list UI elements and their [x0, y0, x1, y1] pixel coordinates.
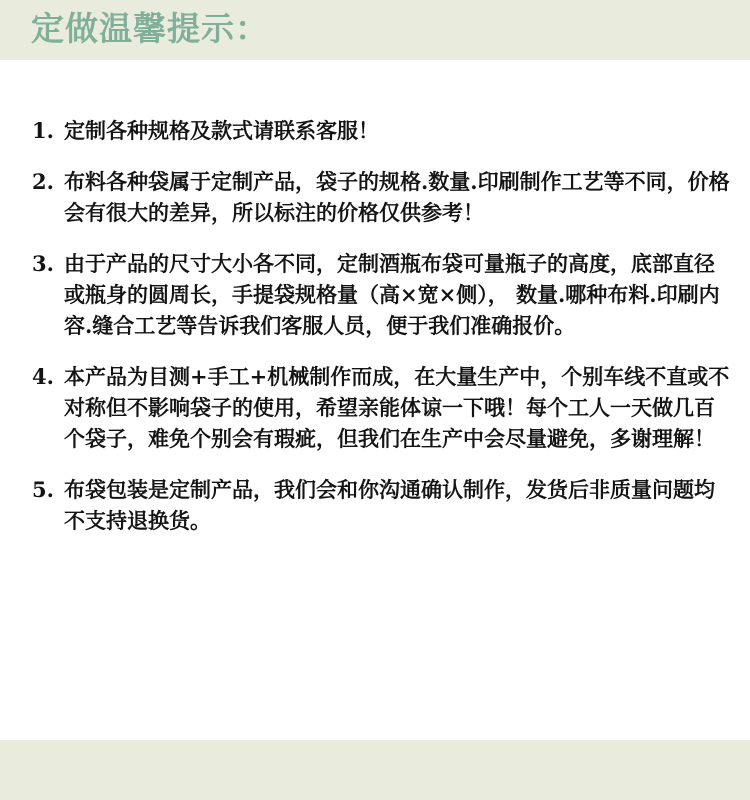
notice-item-text: 布袋包装是定制产品，我们会和你沟通确认制作，发货后非质量问题均不支持退换货。 [64, 477, 715, 533]
notice-item-number: 1. [32, 118, 54, 143]
notice-list [32, 115, 732, 556]
notice-item-3 [32, 248, 732, 341]
notice-item-number: 4. [32, 364, 54, 389]
notice-item-text: 由于产品的尺寸大小各不同，定制酒瓶布袋可量瓶子的高度，底部直径或瓶身的圆周长，手提袋规格量（高×宽×侧）， 数量.哪种布料.印刷内容.缝合工艺等告诉我们客服人员，便于我们准确报价。 [64, 251, 720, 338]
notice-item-text: 本产品为目测+手工+机械制作而成，在大量生产中，个别车线不直或不对称但不影响袋子的使用，希望亲能体谅一下哦！每个工人一天做几百个袋子，难免个别会有瑕疵，但我们在生产中会尽量避免，多谢理解！ [64, 364, 730, 451]
notice-item-text: 布料各种袋属于定制产品，袋子的规格.数量.印刷制作工艺等不同，价格会有很大的差异，所以标注的价格仅供参考！ [64, 169, 730, 225]
notice-item-2 [32, 166, 732, 228]
notice-item-number: 5. [32, 477, 54, 502]
notice-item-1 [32, 115, 732, 146]
page-title: 定做温馨提示： [31, 9, 269, 48]
notice-item-5 [32, 474, 732, 536]
notice-item-4 [32, 361, 732, 454]
notice-item-number: 2. [32, 169, 54, 194]
notice-item-text: 定制各种规格及款式请联系客服！ [64, 118, 379, 143]
header-bar [0, 0, 750, 60]
footer-bar [0, 740, 750, 800]
notice-item-number: 3. [32, 251, 54, 276]
